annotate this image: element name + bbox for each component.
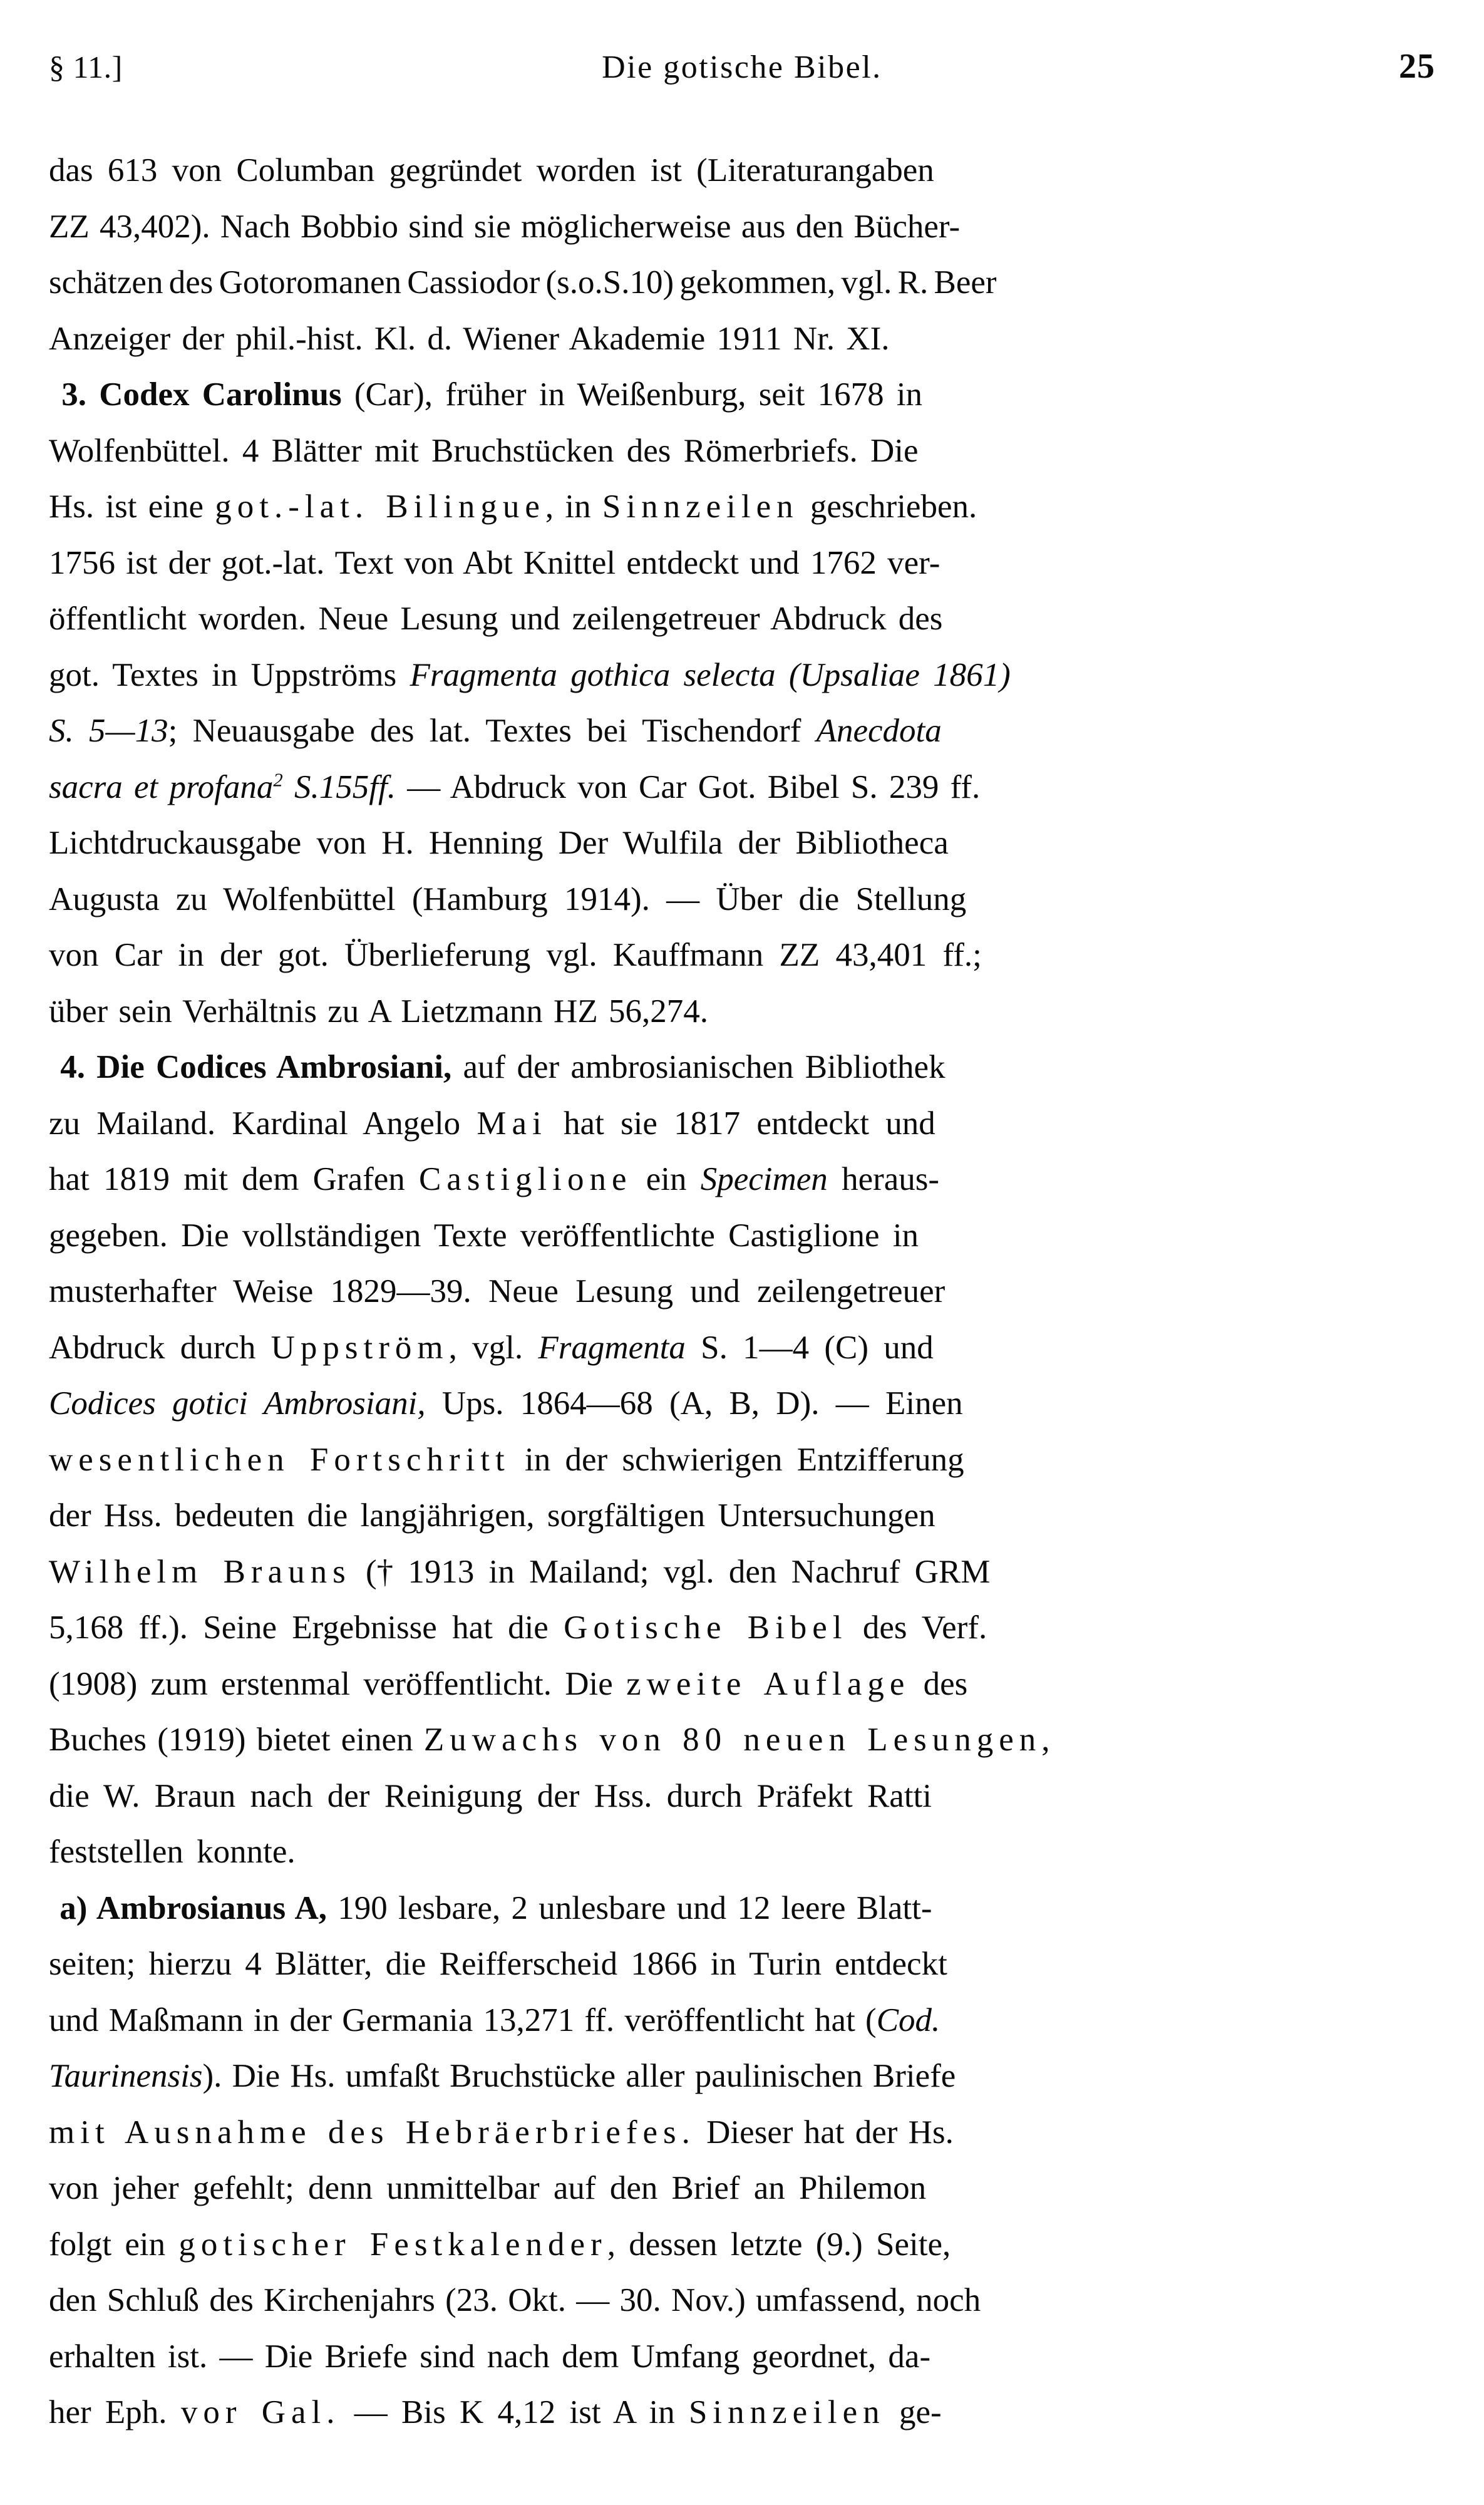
italic-run: Cod. <box>876 2001 940 2038</box>
footnote-marker: 2 <box>273 768 283 790</box>
spaced-run: Castiglione <box>419 1161 632 1197</box>
text-line <box>49 760 1435 816</box>
text-run: gegeben. Die vollständigen Texte veröffentlichte Castiglione in <box>49 1217 919 1254</box>
bold-run: Ambrosianus A, <box>96 1889 327 1926</box>
text-line <box>49 367 1435 423</box>
text-line <box>49 1769 1435 1825</box>
text-line <box>49 1712 1435 1769</box>
italic-run: Fragmenta <box>538 1329 686 1366</box>
text-run: des Verf. <box>847 1609 987 1646</box>
text-line <box>49 1096 1435 1152</box>
text-run: — Abdruck von Car Got. Bibel S. 239 ff. <box>396 768 981 805</box>
text-run: , dessen letzte (9.) Seite, <box>607 2226 951 2263</box>
italic-run: S. 5—13 <box>49 713 168 749</box>
text-line <box>49 1656 1435 1713</box>
text-run: ). Die Hs. umfaßt Bruchstücke aller paulinischen Briefe <box>202 2058 956 2094</box>
text-run: Augusta zu Wolfenbüttel (Hamburg 1914). — Über die Stellung <box>49 881 967 917</box>
text-line <box>49 423 1435 480</box>
text-line <box>49 2105 1435 2161</box>
text-line <box>49 1881 1435 1937</box>
text-line <box>49 703 1435 760</box>
italic-run: Fragmenta gothica selecta (Upsaliae 1861) <box>410 656 1011 693</box>
text-line <box>49 591 1435 648</box>
text-run: 5,168 ff.). Seine Ergebnisse hat die <box>49 1609 564 1646</box>
text-run: seiten; hierzu 4 Blätter, die Reifferscheid 1866 in Turin entdeckt <box>49 1946 947 1982</box>
text-line <box>49 2048 1435 2105</box>
text-run: heraus- <box>827 1161 940 1197</box>
paragraph-indent <box>49 1890 59 1926</box>
text-line <box>49 199 1435 256</box>
spaced-run: Sinnzeilen <box>688 2394 885 2430</box>
italic-run: Taurinensis <box>49 2058 203 2094</box>
text-run: die W. Braun nach der Reinigung der Hss. durch Präfekt Ratti <box>49 1777 932 1814</box>
text-line <box>49 1544 1435 1601</box>
text-line <box>49 1208 1435 1264</box>
text-line <box>49 1824 1435 1881</box>
text-line <box>49 1376 1435 1432</box>
page-number: 25 <box>1399 47 1435 86</box>
text-run: hat sie 1817 entdeckt und <box>547 1105 935 1142</box>
text-line <box>49 984 1435 1040</box>
paragraph-indent <box>49 1049 60 1085</box>
text-line <box>49 143 1435 199</box>
spaced-run: wesentlichen Fortschritt <box>49 1441 510 1478</box>
text-line <box>49 815 1435 872</box>
text-run: von jeher gefehlt; denn unmittelbar auf den Brief an Philemon <box>49 2170 927 2206</box>
bold-run: Codex Carolinus <box>99 376 342 413</box>
text-line <box>49 1600 1435 1656</box>
text-line <box>49 255 1435 311</box>
text-run: Abdruck durch <box>49 1329 271 1366</box>
text-run: ; Neuausgabe des lat. Textes bei Tischendorf <box>168 713 817 749</box>
text-line <box>49 2329 1435 2385</box>
text-run: den Schluß des Kirchenjahrs (23. Okt. — 30. Nov.) umfassend, noch <box>49 2282 981 2318</box>
italic-run: Specimen <box>700 1161 828 1197</box>
text-line <box>49 927 1435 984</box>
text-run: Buches (1919) bietet einen <box>49 1722 424 1758</box>
text-run: Wolfenbüttel. 4 Blätter mit Bruchstücken des Römerbriefs. Die <box>49 432 919 469</box>
text-line <box>49 1320 1435 1376</box>
text-run: 1756 ist der got.-lat. Text von Abt Knittel entdeckt und 1762 ver- <box>49 544 940 581</box>
text-line <box>49 648 1435 704</box>
italic-run: Codices gotici Ambrosiani, <box>49 1385 426 1422</box>
text-run: , in <box>545 488 602 525</box>
text-run: ZZ 43,402). Nach Bobbio sind sie möglicherweise aus den Bücher- <box>49 208 961 245</box>
text-run: und Maßmann in der Germania 13,271 ff. veröffentlicht hat ( <box>49 2001 877 2038</box>
italic-run: S.155ff. <box>282 768 396 805</box>
text-line <box>49 479 1435 535</box>
spaced-run: mit Ausnahme des Hebräerbriefes. <box>49 2114 696 2151</box>
text-line <box>49 1488 1435 1544</box>
text-line <box>49 1264 1435 1320</box>
text-line <box>49 2273 1435 2329</box>
text-line <box>49 1432 1435 1489</box>
text-run: got. Textes in Uppströms <box>49 656 410 693</box>
text-run: der Hss. bedeuten die langjährigen, sorgfältigen Untersuchungen <box>49 1497 935 1534</box>
text-run: zu Mailand. Kardinal Angelo <box>49 1105 477 1142</box>
text-run: öffentlicht worden. Neue Lesung und zeilengetreuer Abdruck des <box>49 601 943 637</box>
text-line <box>49 1936 1435 1993</box>
page-title: Die gotische Bibel. <box>602 49 882 85</box>
text-run: Lichtdruckausgabe von H. Henning Der Wulfila der Bibliotheca <box>49 825 949 861</box>
text-run: musterhafter Weise 1829—39. Neue Lesung und zeilengetreuer <box>49 1273 946 1309</box>
text-line <box>49 2385 1435 2441</box>
text-run: feststellen konnte. <box>49 1834 296 1870</box>
text-run: auf der ambrosianischen Bibliothek <box>451 1049 946 1085</box>
text-run: her Eph. <box>49 2394 181 2430</box>
bold-run: Die Codices Ambrosiani, <box>96 1049 452 1085</box>
running-head <box>49 49 1435 94</box>
text-run: Hs. ist eine <box>49 488 215 525</box>
page-body <box>49 143 1435 2441</box>
text-run: , vgl. <box>448 1329 538 1366</box>
text-line <box>49 1152 1435 1208</box>
italic-run: sacra et profana <box>49 768 274 805</box>
spaced-run: Gotische Bibel <box>564 1609 848 1646</box>
text-line <box>49 2217 1435 2273</box>
bold-run: 4. <box>60 1049 97 1085</box>
text-run: über sein Verhältnis zu A Lietzmann HZ 56,274. <box>49 993 708 1030</box>
text-line <box>49 872 1435 928</box>
text-run: erhalten ist. — Die Briefe sind nach dem Umfang geordnet, da- <box>49 2338 931 2375</box>
italic-run: Anecdota <box>816 713 942 749</box>
spaced-run: gotischer Festkalender <box>178 2226 607 2263</box>
text-line <box>49 1993 1435 2049</box>
text-run: S. 1—4 (C) und <box>685 1329 934 1366</box>
bold-run: 3. <box>61 376 100 413</box>
spaced-run: got.-lat. Bilingue <box>215 488 545 525</box>
text-run: (1908) zum erstenmal veröffentlicht. Die <box>49 1665 627 1702</box>
spaced-run: Uppström <box>271 1329 449 1366</box>
text-run: (Car), früher in Weißenburg, seit 1678 in <box>341 376 923 413</box>
text-run: geschrieben. <box>798 488 977 525</box>
text-run: 190 lesbare, 2 unlesbare und 12 leere Blatt- <box>326 1889 932 1926</box>
text-run: folgt ein <box>49 2226 179 2263</box>
section-marker: § 11.] <box>49 49 123 85</box>
text-run: Dieser hat der Hs. <box>695 2114 954 2151</box>
text-run: schätzen des Gotoromanen Cassiodor (s.o.S.10) gekommen, vgl. R. Beer <box>49 264 997 301</box>
text-run: ge- <box>885 2394 942 2430</box>
bold-run: a) <box>59 1889 96 1926</box>
text-run: des <box>910 1665 968 1702</box>
text-run: Ups. 1864—68 (A, B, D). — Einen <box>425 1385 963 1422</box>
text-run: , <box>1041 1722 1050 1758</box>
text-run: († 1913 in Mailand; vgl. den Nachruf GRM <box>351 1553 991 1590</box>
text-line <box>49 535 1435 592</box>
text-run: hat 1819 mit dem Grafen <box>49 1161 420 1197</box>
spaced-run: Sinnzeilen <box>602 488 799 525</box>
spaced-run: vor Gal. <box>180 2394 341 2430</box>
spaced-run: Zuwachs von 80 neuen Lesungen <box>423 1722 1042 1758</box>
paragraph-indent <box>49 376 61 413</box>
spaced-run: zweite Auflage <box>626 1665 910 1702</box>
text-run: das 613 von Columban gegründet worden ist (Literaturangaben <box>49 152 934 189</box>
text-run: von Car in der got. Überlieferung vgl. Kauffmann ZZ 43,401 ff.; <box>49 937 982 973</box>
text-run: ein <box>632 1161 701 1197</box>
text-line <box>49 1040 1435 1096</box>
text-run: in der schwierigen Entzifferung <box>510 1441 964 1478</box>
spaced-run: Mai <box>477 1105 547 1142</box>
text-run: Anzeiger der phil.-hist. Kl. d. Wiener Akademie 1911 Nr. XI. <box>49 320 890 357</box>
spaced-run: Wilhelm Brauns <box>49 1553 351 1590</box>
text-line <box>49 311 1435 368</box>
text-line <box>49 2161 1435 2217</box>
text-run: — Bis K 4,12 ist A in <box>340 2394 689 2430</box>
